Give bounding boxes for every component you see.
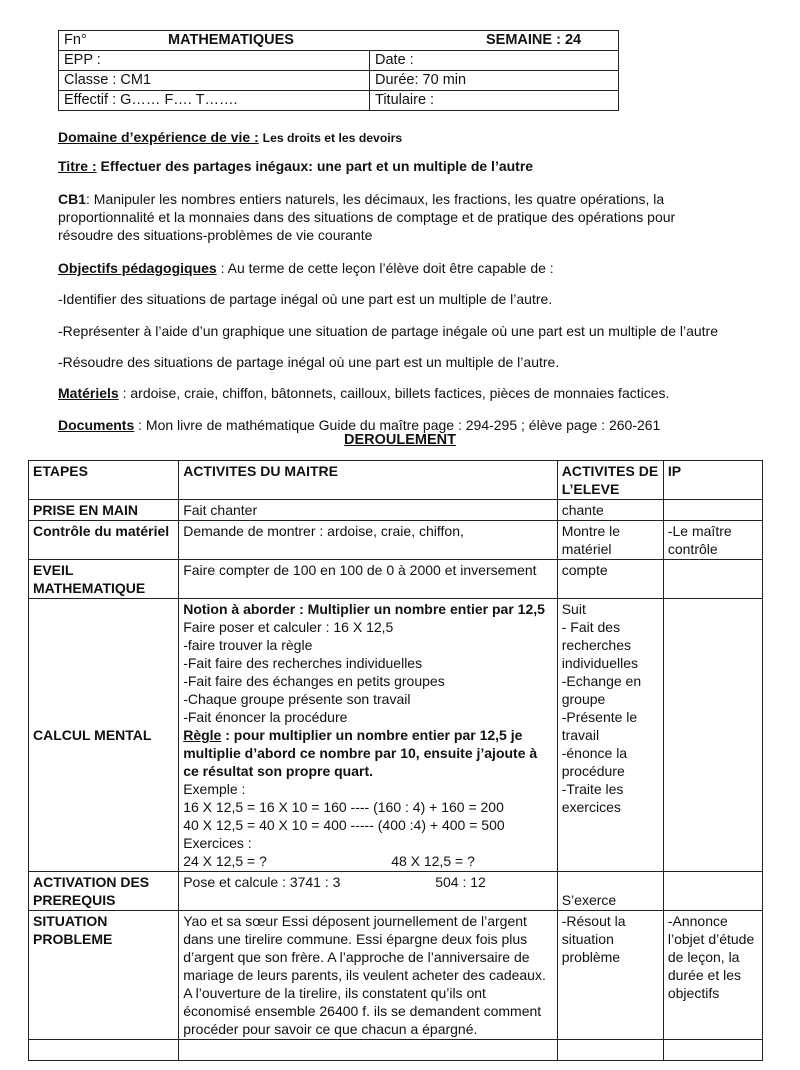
table-row	[29, 911, 763, 1040]
calcul-line: Faire poser et calculer : 16 X 12,5	[183, 619, 394, 635]
col-header-eleve: ACTIVITES DE L’ELEVE	[557, 461, 663, 500]
maitre-cell	[179, 872, 558, 911]
table-row	[29, 560, 763, 599]
ip-cell	[663, 872, 762, 911]
empty-cell	[179, 1040, 558, 1061]
calcul-line: -Fait faire des recherches individuelles	[183, 655, 423, 671]
objectifs-label: Objectifs pédagogiques	[58, 260, 217, 276]
fn-label: Fn°	[64, 32, 87, 48]
cb1-line: proportionnalité et la monnaies dans des situations de comptage et de pratique des opérations pour	[58, 209, 676, 225]
materiels-value: : ardoise, craie, chiffon, bâtonnets, cailloux, billets factices, pièces de monnaies factices.	[122, 385, 670, 401]
table-row	[29, 872, 763, 911]
week-label: SEMAINE : 24	[486, 32, 582, 48]
table-header-row	[29, 461, 763, 500]
etape-cell: SITUATION PROBLEME	[29, 911, 179, 1040]
objectif-item: -Identifier des situations de partage inégal où une part est un multiple de l’autre.	[58, 291, 553, 307]
calcul-line: -Fait énoncer la procédure	[183, 709, 348, 725]
domaine-label: Domaine d’expérience de vie :	[58, 129, 259, 145]
eleve-cell: Suit - Fait des recherches individuelles -Echange en groupe -Présente le travail -énonce la procédure -Traite les exercices	[557, 599, 663, 872]
eleve-cell: Montre le matériel	[557, 521, 663, 560]
deroulement-title: DEROULEMENT	[344, 432, 456, 448]
eleve-cell: -Résout la situation problème	[557, 911, 663, 1040]
etape-cell: ACTIVATION DES PREREQUIS	[29, 872, 179, 911]
notion-text: Notion à aborder : Multiplier un nombre entier par 12,5	[183, 601, 545, 617]
exemple-line: Exercices :	[183, 835, 252, 851]
cb1-line: : Manipuler les nombres entiers naturels, les décimaux, les fractions, les quatre opérations, la	[86, 191, 665, 207]
empty-cell	[29, 1040, 179, 1061]
classe-cell: Classe : CM1	[59, 71, 370, 91]
ip-cell	[663, 599, 762, 872]
table-row	[29, 521, 763, 560]
empty-cell	[663, 1040, 762, 1061]
maitre-cell: Yao et sa sœur Essi déposent journellement de l’argent dans une tirelire commune. Essi épargne deux fois plus d’argent que son frère. A l’approche de l’anniversaire de mariage de leurs parents, ils veulent acheter des cadeaux. A l’ouverture de la tirelire, ils constatent qu’ils ont économisé ensemble 26400 f. ils se demandent comment procéder pour savoir ce que chacun a épargné.	[179, 911, 558, 1040]
eleve-cell: compte	[557, 560, 663, 599]
etape-cell: CALCUL MENTAL	[29, 599, 179, 872]
col-header-etapes: ETAPES	[29, 461, 179, 500]
titre-line	[58, 157, 533, 175]
maitre-cell: Demande de montrer : ardoise, craie, chiffon,	[179, 521, 558, 560]
date-cell: Date :	[370, 51, 619, 71]
exercise-item: 24 X 12,5 = ?	[183, 853, 267, 869]
empty-cell	[557, 1040, 663, 1061]
eleve-cell: chante	[557, 500, 663, 521]
etape-cell: PRISE EN MAIN	[29, 500, 179, 521]
subject-title: MATHEMATIQUES	[168, 32, 294, 48]
ip-cell: -Le maître contrôle	[663, 521, 762, 560]
deroulement-table	[28, 460, 763, 1061]
cb1-label: CB1	[58, 191, 87, 207]
calcul-line: -Chaque groupe présente son travail	[183, 691, 411, 707]
epp-cell: EPP :	[59, 51, 370, 71]
header-row-title	[59, 31, 619, 51]
domaine-line	[58, 128, 402, 147]
effectif-cell: Effectif : G…… F…. T…….	[59, 91, 370, 111]
titulaire-cell: Titulaire :	[370, 91, 619, 111]
exemple-line: 16 X 12,5 = 16 X 10 = 160 ---- (160 : 4) + 160 = 200	[183, 799, 504, 815]
ip-cell	[663, 560, 762, 599]
etape-cell: EVEIL MATHEMATIQUE	[29, 560, 179, 599]
materiels-label: Matériels	[58, 385, 119, 401]
exercise-item: 48 X 12,5 = ?	[391, 853, 475, 869]
duree-cell: Durée: 70 min	[370, 71, 619, 91]
cb1-paragraph	[58, 190, 778, 244]
col-header-maitre: ACTIVITES DU MAITRE	[179, 461, 558, 500]
titre-value: Effectuer des partages inégaux: une part et un multiple de l’autre	[100, 158, 534, 174]
exemple-line: Exemple :	[183, 781, 246, 797]
titre-label: Titre :	[58, 158, 97, 174]
materiels-line	[58, 384, 669, 402]
etape-cell: Contrôle du matériel	[29, 521, 179, 560]
table-row	[29, 500, 763, 521]
objectif-item: -Résoudre des situations de partage inégal où une part est un multiple de l’autre.	[58, 354, 560, 370]
col-header-ip: IP	[663, 461, 762, 500]
maitre-cell	[179, 599, 558, 872]
table-row	[29, 1040, 763, 1061]
ip-cell	[663, 500, 762, 521]
maitre-cell: Faire compter de 100 en 100 de 0 à 2000 et inversement	[179, 560, 558, 599]
calcul-line: -faire trouver la règle	[183, 637, 313, 653]
maitre-cell: Fait chanter	[179, 500, 558, 521]
ip-cell: -Annonce l’objet d’étude de leçon, la durée et les objectifs	[663, 911, 762, 1040]
header-table	[58, 30, 619, 111]
exemple-line: 40 X 12,5 = 40 X 10 = 400 ----- (400 :4) + 400 = 500	[183, 817, 505, 833]
regle-text: : pour multiplier un nombre entier par 12,5 je multiplie d’abord ce nombre par 10, ensuite j’ajoute à ce résultat son propre quart.	[183, 727, 538, 779]
table-row	[29, 599, 763, 872]
activation-op: 504 : 12	[435, 874, 486, 890]
cb1-line: résoudre des situations-problèmes de vie courante	[58, 227, 373, 243]
objectif-item: -Représenter à l’aide d’un graphique une situation de partage inégale où une part est un multiple de l’autre	[58, 323, 719, 339]
calcul-line: -Fait faire des échanges en petits groupes	[183, 673, 445, 689]
activation-op: Pose et calcule : 3741 : 3	[183, 874, 341, 890]
eleve-cell: S’exerce	[557, 872, 663, 911]
documents-value: : Mon livre de mathématique Guide du maître page : 294-295 ; élève page : 260-261	[138, 417, 661, 433]
objectifs-intro: : Au terme de cette leçon l’élève doit être capable de :	[220, 260, 554, 276]
domaine-value: Les droits et les devoirs	[262, 131, 403, 145]
objectifs-line	[58, 259, 554, 277]
documents-label: Documents	[58, 417, 135, 433]
regle-label: Règle	[183, 727, 222, 743]
